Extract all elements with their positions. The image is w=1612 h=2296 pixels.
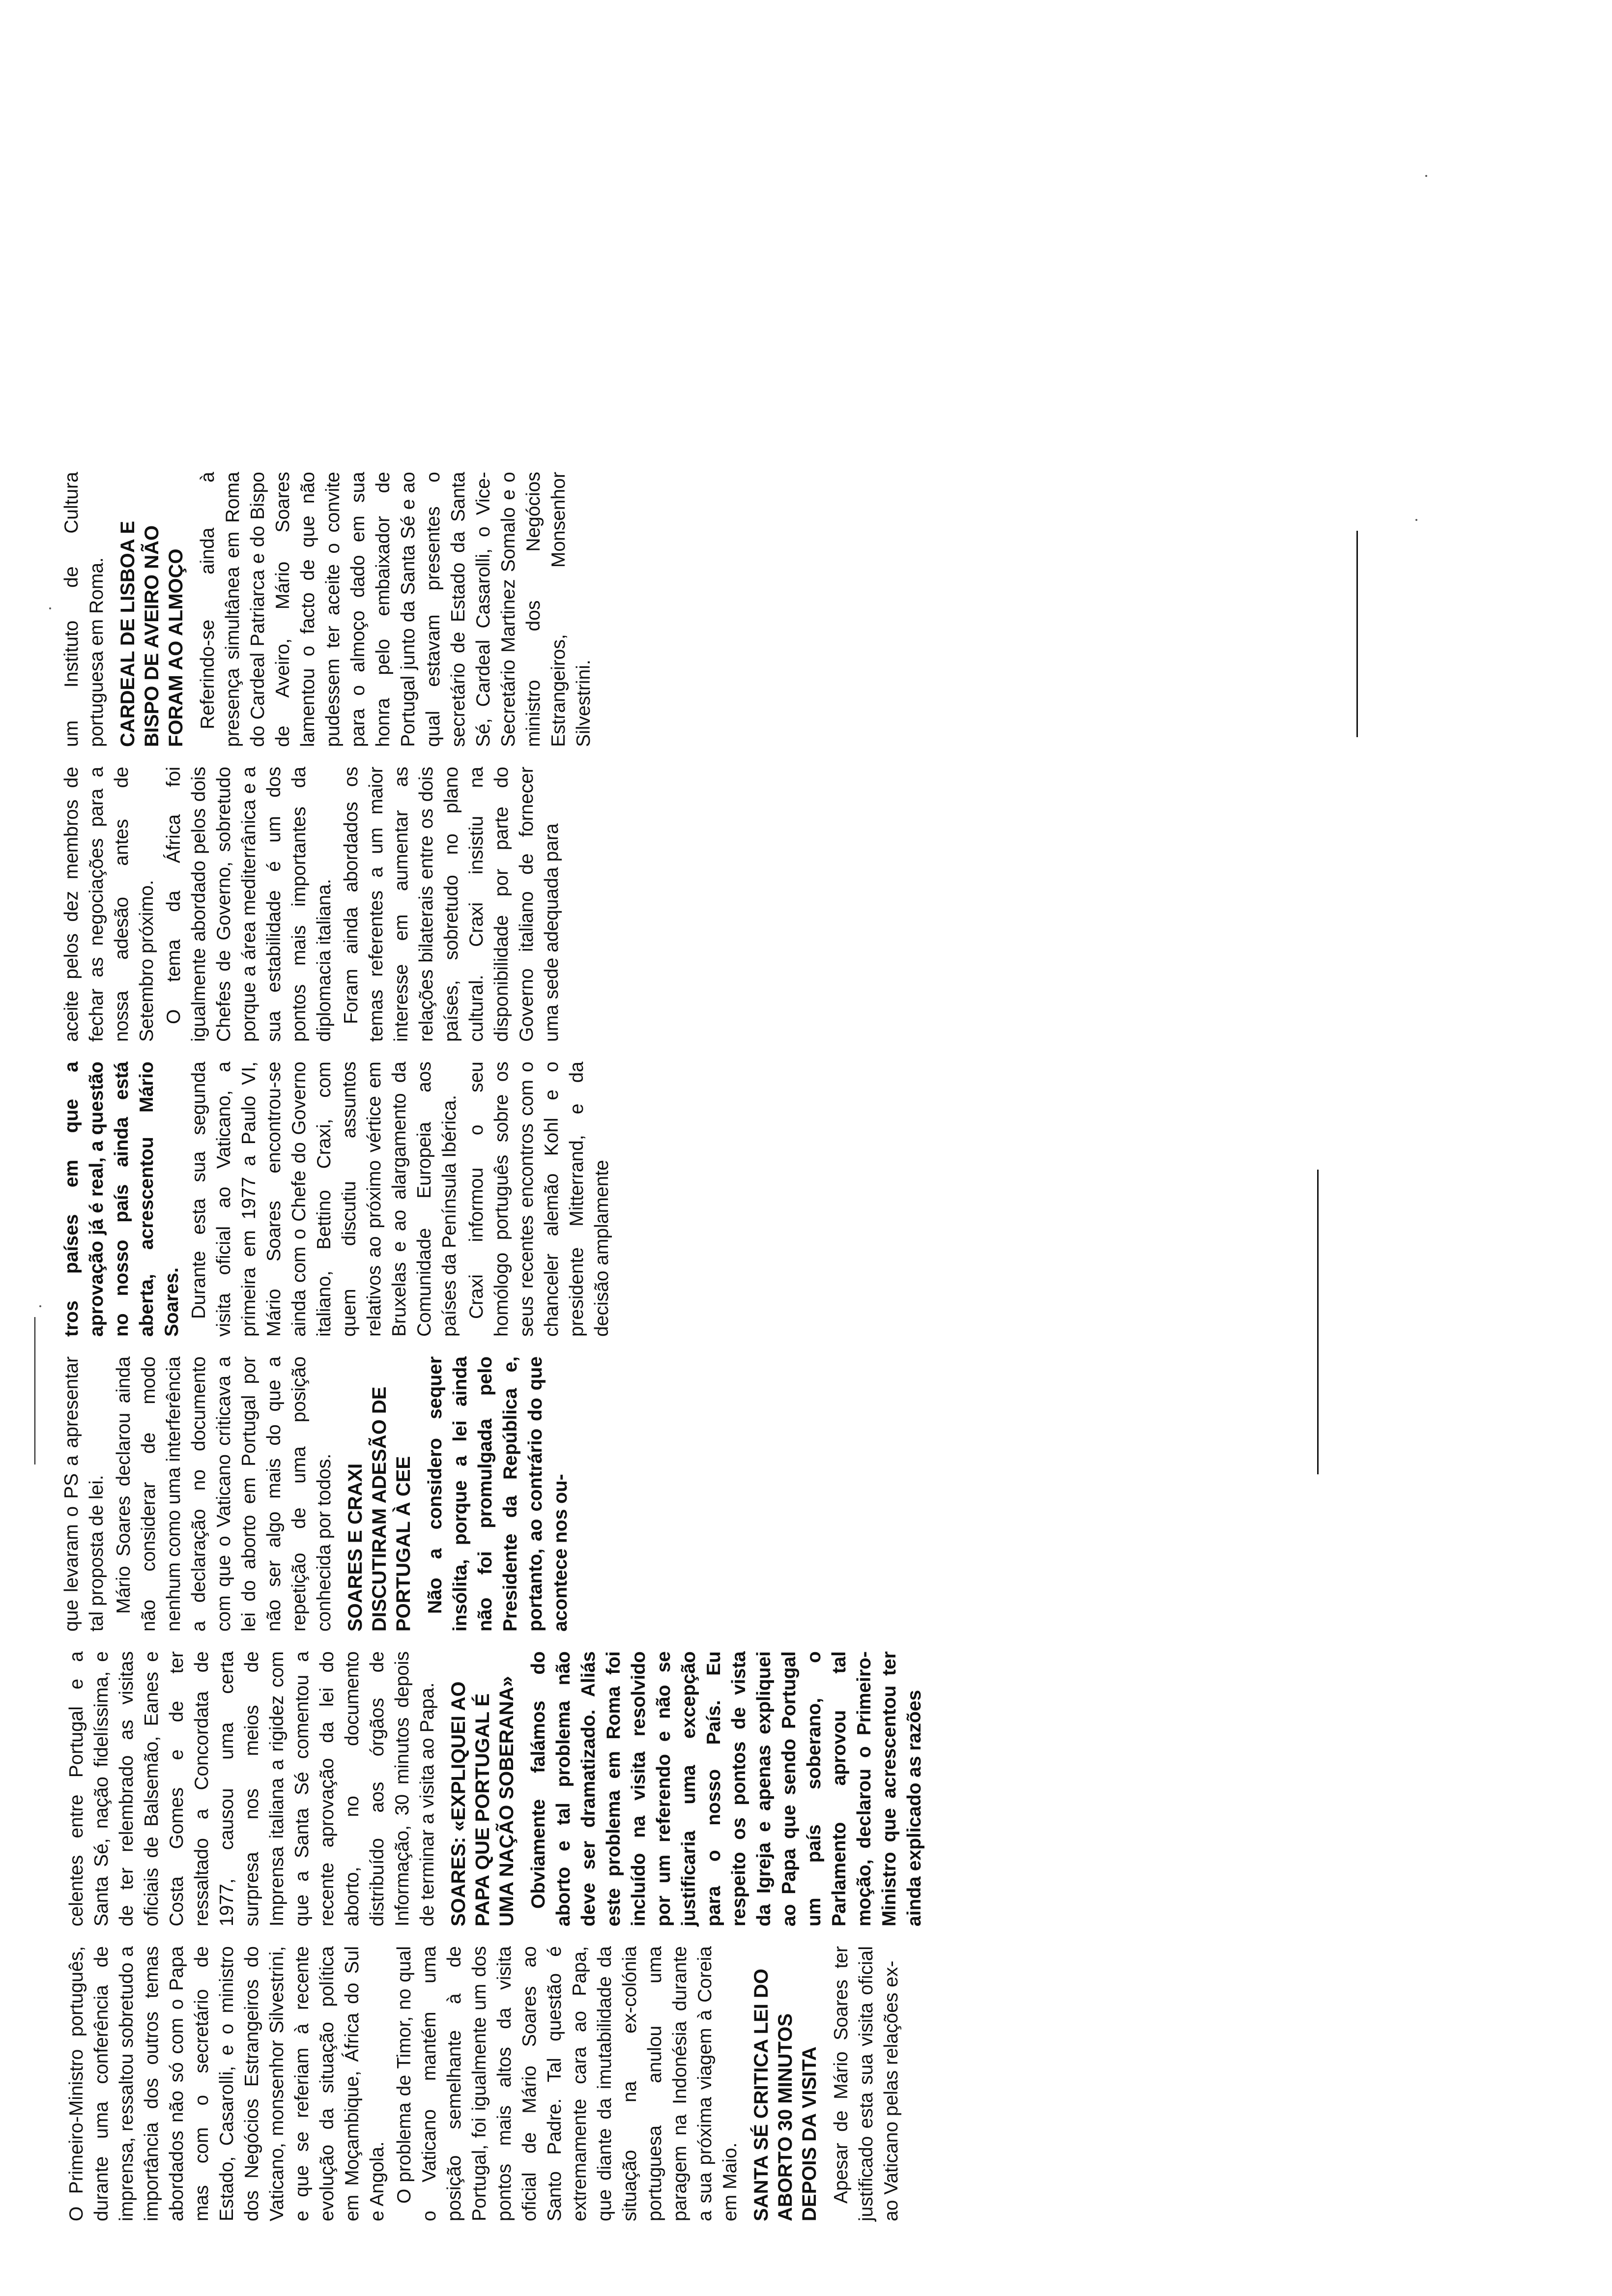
paragraph: celentes entre Portugal e a Santa Sé, nação fidelíssima, e de ter relembrado as visitas oficiais de Balsemão, Eanes e Costa Gomes e de ter ressaltado a Concordata de 1977, causou uma certa surpresa nos meios de Imprensa italiana a rigidez com que a Santa Sé comentou a recente aprovação da lei do aborto, no documento distribuído aos órgãos de Informação, 30 minutos depois de terminar a visita ao Papa. bbox=[66, 1651, 438, 1926]
scan-speck bbox=[1415, 519, 1417, 521]
article-column-6 bbox=[59, 472, 598, 747]
end-rule bbox=[1356, 531, 1358, 737]
paragraph: Foram ainda abordados os temas referentes a um maior interesse em aumentar as relações bilaterais entre os dois países, sobretudo no plano cultural. Craxi insistiu na disponibilidade por parte do Governo italiano de fornecer uma sede adequada para bbox=[341, 767, 562, 1042]
paragraph: Não a considero sequer insólita, porque a lei ainda não foi promulgada pelo Presidente da República e, portanto, ao contrário do que acontece nos ou- bbox=[425, 1356, 571, 1632]
paragraph: Durante esta sua segunda visita oficial ao Vaticano, a primeira em 1977 a Paulo VI, Mário Soares encontrou-se ainda com o Chefe do Governo italiano, Bettino Craxi, com quem discutiu assuntos relativos ao próximo vértice em Bruxelas e ao alargamento da Comunidade Europeia aos países da Península Ibérica. bbox=[188, 1062, 460, 1337]
scan-speck bbox=[49, 607, 51, 609]
subheading: SOARES E CRAXI DISCUTIRAM ADESÃO DE PORTUGAL À CEE bbox=[345, 1386, 414, 1632]
subheading: SANTA SÉ CRITICA LEI DO ABORTO 30 MINUTOS DEPOIS DA VISITA bbox=[750, 1968, 820, 2221]
paragraph: tros países em que a aprovação já é real, a questão no nosso país ainda está aberta, acrescentou Mário Soares. bbox=[61, 1062, 182, 1337]
paragraph: aceite pelos dez membros de fechar as negociações para a nossa adesão antes de Setembro próximo. bbox=[61, 767, 157, 1042]
column-rule bbox=[34, 1317, 35, 1464]
newspaper-clipping bbox=[20, 79, 1445, 2241]
scan-speck bbox=[1425, 175, 1427, 177]
paragraph: um Instituto de Cultura portuguesa em Roma. bbox=[61, 472, 107, 747]
paragraph: Mário Soares declarou ainda não considerar de modo nenhum como uma interferência a declaração no documento com que o Vaticano criticava a lei do aborto em Portugal por não ser algo mais do que a repetição de uma posição conhecida por todos. bbox=[113, 1356, 335, 1632]
paragraph: O problema de Timor, no qual o Vaticano mantém uma posição semelhante à de Portugal, foi igualmente um dos pontos mais altos da visita oficial de Mário Soares ao Santo Padre. Tal questão é extremamente cara ao Papa, que diante da imutabilidade da situação na ex-colónia portuguesa anulou uma paragem na Indonésia durante a sua próxima viagem à Coreia em Maio. bbox=[394, 1946, 741, 2221]
end-rule bbox=[1317, 1170, 1319, 1474]
subheading: SOARES: «EXPLIQUEI AO PAPA QUE PORTUGAL É UMA NAÇÃO SOBERANA» bbox=[448, 1676, 518, 1926]
paragraph: Craxi informou o seu homólogo português sobre os seus recentes encontros com o chanceler alemão Kohl e o presidente Mitterrand, e da decisão amplamente bbox=[466, 1062, 612, 1337]
article-column-1 bbox=[64, 1946, 906, 2221]
paragraph: O Primeiro-Ministro português, durante uma conferência de imprensa, ressaltou sobretudo a importância dos outros temas abordados não só com o Papa mas com o secretário de Estado, Casarolli, e o ministro dos Negócios Estrangeiros do Vaticano, monsenhor Silvestrini, e que se referiam à recente evolução da situação política em Moçambique, África do Sul e Angola. bbox=[66, 1946, 388, 2221]
article-column-2 bbox=[64, 1651, 929, 1926]
article-column-3 bbox=[59, 1356, 575, 1632]
scan-speck bbox=[39, 1305, 41, 1307]
paragraph: O tema da África foi igualmente abordado pelos dois Chefes de Governo, sobretudo porque a área mediterrânica e a sua estabilidade é um dos pontos mais importantes da diplomacia italiana. bbox=[163, 767, 335, 1042]
article-column-4 bbox=[59, 1062, 616, 1337]
paragraph: que levaram o PS a apresentar tal proposta de lei. bbox=[61, 1356, 107, 1632]
article-column-5 bbox=[59, 767, 566, 1042]
paragraph: Referindo-se ainda à presença simultânea em Roma do Cardeal Patriarca e do Bispo de Aveiro, Mário Soares lamentou o facto de que não pudessem ter aceite o convite para o almoço dado em sua honra pelo embaixador de Portugal junto da Santa Sé e ao qual estavam presentes o secretário de Estado da Santa Sé, Cardeal Casarolli, o Vice-Secretário Martinez Somalo e o ministro dos Negócios Estrangeiros, Monsenhor Silvestrini. bbox=[197, 472, 594, 747]
subheading: CARDEAL DE LISBOA E BISPO DE AVEIRO NÃO FORAM AO ALMOÇO bbox=[117, 520, 187, 747]
paragraph: Obviamente falámos do aborto e tal problema não deve ser dramatizado. Aliás este problema em Roma foi incluído na visita resolvido por um referendo e não se justificaria uma excepção para o nosso País. Eu respeito os pontos de vista da Igreja e apenas expliquei ao Papa que sendo Portugal um país soberano, o Parlamento aprovou tal moção, declarou o Primeiro-Ministro que acrescentou ter ainda explicado as razões bbox=[528, 1651, 925, 1926]
paragraph: Apesar de Mário Soares ter justificado esta sua visita oficial ao Vaticano pelas relações ex- bbox=[831, 1946, 902, 2221]
